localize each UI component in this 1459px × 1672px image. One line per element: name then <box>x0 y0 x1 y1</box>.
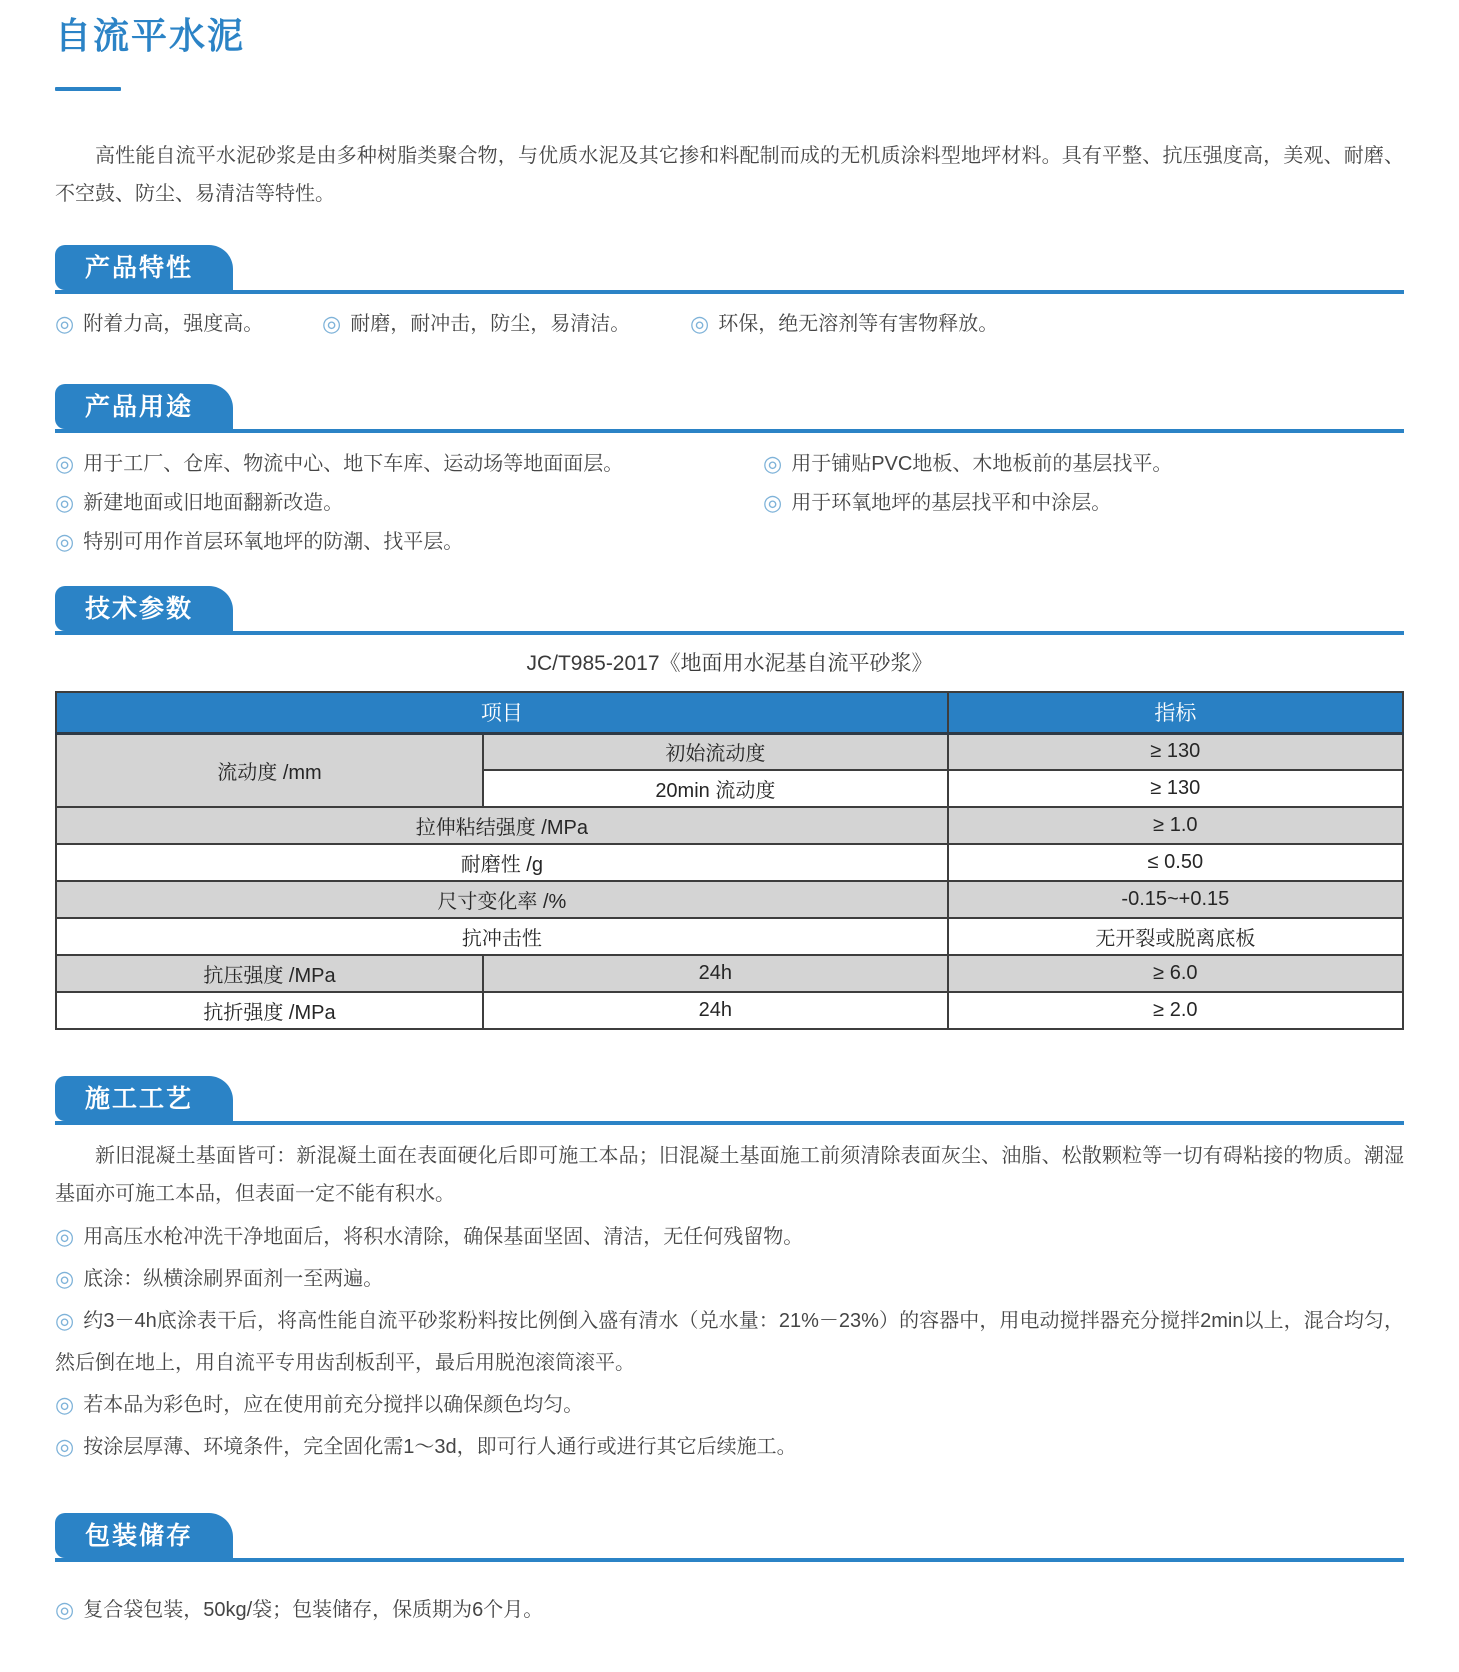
feature-text: 环保，绝无溶剂等有害物释放。 <box>718 313 999 336</box>
bullseye-bullet-icon: ◎ <box>690 311 710 337</box>
cell-flow-sub: 初始流动度 <box>483 733 948 770</box>
bullseye-bullet-icon: ◎ <box>55 490 75 516</box>
cell-value: ≤ 0.50 <box>948 844 1403 881</box>
feature-text: 耐磨，耐冲击，防尘，易清洁。 <box>350 313 631 336</box>
table-row <box>56 992 1403 1029</box>
step-text: 用高压水枪冲洗干净地面后，将积水清除，确保基面坚固、清洁，无任何残留物。 <box>83 1226 804 1249</box>
bullseye-bullet-icon: ◎ <box>763 490 783 516</box>
uses-list-left <box>55 445 763 562</box>
bullseye-bullet-icon: ◎ <box>55 1266 75 1292</box>
cell-time: 24h <box>483 955 948 992</box>
bullseye-bullet-icon: ◎ <box>55 529 75 555</box>
table-row <box>56 918 1403 955</box>
bullseye-bullet-icon: ◎ <box>55 311 75 337</box>
cell-value: -0.15~+0.15 <box>948 881 1403 918</box>
bullseye-bullet-icon: ◎ <box>322 311 342 337</box>
process-heading: 施工工艺 <box>85 1085 194 1114</box>
cell-flow-value: ≥ 130 <box>948 733 1403 770</box>
packaging-list <box>55 1590 1404 1632</box>
features-list <box>55 308 1404 342</box>
section-tech-params <box>55 586 1404 1030</box>
section-features <box>55 245 1404 342</box>
use-text: 特别可用作首层环氧地坪的防潮、找平层。 <box>83 531 464 554</box>
bullseye-bullet-icon: ◎ <box>55 1308 75 1334</box>
step-text: 底涂：纵横涂刷界面剂一至两遍。 <box>83 1268 384 1291</box>
cell-time: 24h <box>483 992 948 1029</box>
use-text: 用于环氧地坪的基层找平和中涂层。 <box>791 492 1112 515</box>
tech-banner <box>55 586 233 631</box>
bullseye-bullet-icon: ◎ <box>55 1392 75 1418</box>
cell-value: ≥ 1.0 <box>948 807 1403 844</box>
section-uses <box>55 384 1404 562</box>
section-packaging <box>55 1513 1404 1632</box>
step-text: 按涂层厚薄、环境条件，完全固化需1～3d，即可行人通行或进行其它后续施工。 <box>83 1436 797 1459</box>
cell-flow-label: 流动度 /mm <box>56 733 483 807</box>
cell-label: 耐磨性 /g <box>56 844 948 881</box>
bullseye-bullet-icon: ◎ <box>55 1434 75 1460</box>
tech-params-table <box>55 691 1404 1030</box>
list-item <box>690 308 998 342</box>
cell-value: 无开裂或脱离底板 <box>948 918 1403 955</box>
cell-label: 抗压强度 /MPa <box>56 955 483 992</box>
features-banner-rule <box>55 245 1404 294</box>
tech-heading: 技术参数 <box>85 595 194 624</box>
list-item <box>55 1259 1404 1301</box>
uses-columns <box>55 445 1404 562</box>
tech-banner-rule <box>55 586 1404 635</box>
table-header-row <box>56 692 1403 733</box>
column-header-index: 指标 <box>948 692 1403 733</box>
page-header <box>55 14 1404 91</box>
section-process <box>55 1076 1404 1469</box>
list-item <box>55 523 763 562</box>
cell-label: 拉伸粘结强度 /MPa <box>56 807 948 844</box>
step-text: 约3－4h底涂表干后，将高性能自流平砂浆粉料按比例倒入盛有清水（兑水量：21%－23%）的容器中，用电动搅拌器充分搅拌2min以上，混合均匀，然后倒在地上，用自流平专用齿刮板刮平，最后用脱泡滚筒滚平。 <box>55 1310 1404 1375</box>
packaging-text: 复合袋包装，50kg/袋；包装储存，保质期为6个月。 <box>83 1599 544 1622</box>
features-heading: 产品特性 <box>85 254 194 283</box>
use-text: 新建地面或旧地面翻新改造。 <box>83 492 344 515</box>
title-underline <box>55 87 121 91</box>
list-item <box>55 484 763 523</box>
cell-value: ≥ 6.0 <box>948 955 1403 992</box>
feature-text: 附着力高，强度高。 <box>83 313 264 336</box>
list-item <box>55 1217 1404 1259</box>
uses-list-right <box>763 445 1172 562</box>
list-item <box>55 1427 1404 1469</box>
use-text: 用于铺贴PVC地板、木地板前的基层找平。 <box>791 453 1173 476</box>
uses-banner-rule <box>55 384 1404 433</box>
cell-label: 抗冲击性 <box>56 918 948 955</box>
list-item <box>763 484 1172 523</box>
uses-heading: 产品用途 <box>85 393 194 422</box>
list-item <box>322 308 690 342</box>
cell-label: 抗折强度 /MPa <box>56 992 483 1029</box>
table-row <box>56 955 1403 992</box>
intro-paragraph: 高性能自流平水泥砂浆是由多种树脂类聚合物，与优质水泥及其它掺和料配制而成的无机质涂料型地坪材料。具有平整、抗压强度高，美观、耐磨、不空鼓、防尘、易清洁等特性。 <box>55 145 1404 206</box>
cell-flow-sub: 20min 流动度 <box>483 770 948 807</box>
process-banner-rule <box>55 1076 1404 1125</box>
packaging-banner-rule <box>55 1513 1404 1562</box>
process-steps-list <box>55 1217 1404 1469</box>
list-item <box>763 445 1172 484</box>
packaging-heading: 包装储存 <box>85 1522 194 1551</box>
cell-flow-value: ≥ 130 <box>948 770 1403 807</box>
table-row <box>56 733 1403 770</box>
bullseye-bullet-icon: ◎ <box>55 1597 75 1623</box>
column-header-item: 项目 <box>56 692 948 733</box>
table-row <box>56 807 1403 844</box>
process-banner <box>55 1076 233 1121</box>
bullseye-bullet-icon: ◎ <box>763 451 783 477</box>
list-item <box>55 1301 1404 1385</box>
cell-label: 尺寸变化率 /% <box>56 881 948 918</box>
process-intro: 新旧混凝土基面皆可：新混凝土面在表面硬化后即可施工本品；旧混凝土基面施工前须清除表面灰尘、油脂、松散颗粒等一切有碍粘接的物质。潮湿基面亦可施工本品，但表面一定不能有积水。 <box>55 1145 1404 1206</box>
features-banner <box>55 245 233 290</box>
list-item <box>55 445 763 484</box>
bullseye-bullet-icon: ◎ <box>55 1224 75 1250</box>
packaging-banner <box>55 1513 233 1558</box>
cell-value: ≥ 2.0 <box>948 992 1403 1029</box>
uses-banner <box>55 384 233 429</box>
table-row <box>56 881 1403 918</box>
bullseye-bullet-icon: ◎ <box>55 451 75 477</box>
step-text: 若本品为彩色时，应在使用前充分搅拌以确保颜色均匀。 <box>83 1394 584 1417</box>
page-title: 自流平水泥 <box>55 15 246 56</box>
table-row <box>56 844 1403 881</box>
list-item <box>55 1385 1404 1427</box>
use-text: 用于工厂、仓库、物流中心、地下车库、运动场等地面面层。 <box>83 453 624 476</box>
standard-reference: JC/T985-2017《地面用水泥基自流平砂浆》 <box>526 652 933 676</box>
list-item <box>55 1590 1404 1632</box>
list-item <box>55 308 322 342</box>
